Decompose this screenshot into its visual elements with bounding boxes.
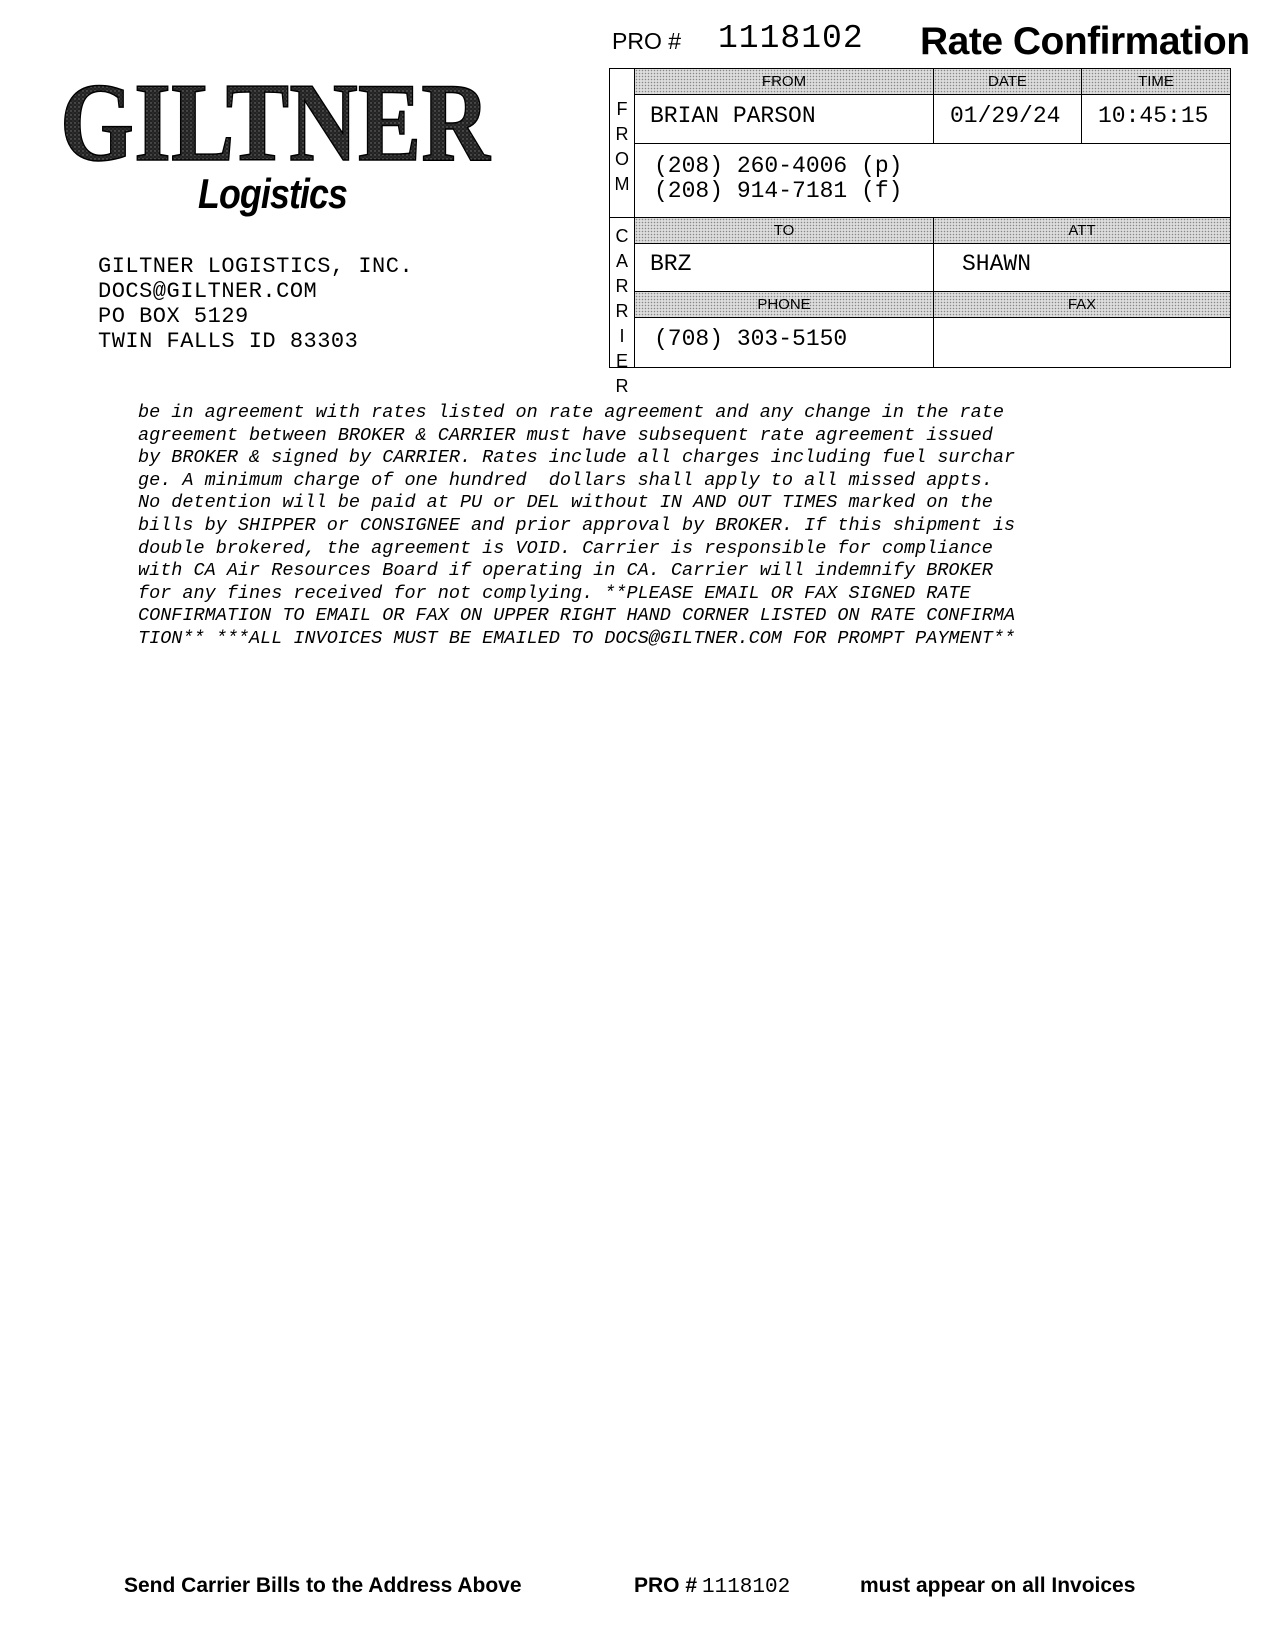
from-name: BRIAN PARSON xyxy=(650,103,816,129)
side-letter: C xyxy=(615,226,629,246)
from-carrier-box xyxy=(609,68,1231,396)
side-letter: R xyxy=(615,376,629,396)
terms-text: be in agreement with rates listed on rate agreement and any change in the rate agreement between BROKER & CARRIER must have subsequent rate agreement issued by BROKER & signed by CARRIER. Rates include all charges including fuel surchar ge. A minimum charge of one hundred dollars shall apply to all missed appts. No detention will be paid at PU or DEL without IN AND OUT TIMES marked on the bills by SHIPPER or CONSIGNEE and prior approval by BROKER. If this shipment is double brokered, the agreement is VOID. Carrier is responsible for compliance with CA Air Resources Board if operating in CA. Carrier will indemnify BROKER for any fines received for not complying. **PLEASE EMAIL OR FAX SIGNED RATE CONFIRMATION TO EMAIL OR FAX ON UPPER RIGHT HAND CORNER LISTED ON RATE CONFIRMA TION** ***ALL INVOICES MUST BE EMAILED TO DOCS@GILTNER.COM FOR PROMPT PAYMENT** xyxy=(138,402,1016,649)
company-name: GILTNER LOGISTICS, INC. xyxy=(98,254,414,279)
time-header: TIME xyxy=(1082,69,1230,94)
footer-send-bills: Send Carrier Bills to the Address Above xyxy=(124,1574,522,1597)
att-header: ATT xyxy=(934,218,1230,243)
carrier-to: BRZ xyxy=(650,251,692,277)
side-letter: R xyxy=(615,301,629,321)
company-pobox: PO BOX 5129 xyxy=(98,304,249,329)
carrier-att: SHAWN xyxy=(962,251,1032,277)
pro-number: 1118102 xyxy=(718,20,864,57)
carrier-phone: (708) 303-5150 xyxy=(654,326,848,352)
pro-label: PRO # xyxy=(612,28,682,54)
side-letter: I xyxy=(619,326,625,346)
from-side-label xyxy=(610,97,634,197)
side-letter: R xyxy=(615,124,629,144)
giltner-logo xyxy=(50,62,500,182)
footer-pro-label: PRO # xyxy=(634,1574,698,1597)
side-letter: O xyxy=(614,149,629,169)
side-letter: F xyxy=(616,99,628,119)
logo-subtitle: Logistics xyxy=(198,170,348,217)
side-letter: R xyxy=(615,276,629,296)
fax-header: FAX xyxy=(934,292,1230,317)
from-header: FROM xyxy=(635,69,933,94)
side-letter: M xyxy=(614,174,630,194)
from-date: 01/29/24 xyxy=(950,103,1061,129)
side-letter: A xyxy=(615,251,628,271)
company-email: DOCS@GILTNER.COM xyxy=(98,279,318,304)
footer-must-appear: must appear on all Invoices xyxy=(860,1574,1136,1597)
side-letter: E xyxy=(615,351,628,371)
page-title: Rate Confirmation xyxy=(920,20,1250,63)
from-phone: (208) 260-4006 (p) xyxy=(654,153,903,179)
company-city: TWIN FALLS ID 83303 xyxy=(98,329,359,354)
carrier-side-label xyxy=(610,224,634,399)
phone-header: PHONE xyxy=(635,292,933,317)
date-header: DATE xyxy=(934,69,1081,94)
svg-text:GILTNER: GILTNER xyxy=(60,62,491,182)
from-fax: (208) 914-7181 (f) xyxy=(654,178,903,204)
to-header: TO xyxy=(635,218,933,243)
company-address xyxy=(98,254,413,354)
from-time: 10:45:15 xyxy=(1098,103,1209,129)
footer-pro-number: 1118102 xyxy=(702,1576,791,1599)
